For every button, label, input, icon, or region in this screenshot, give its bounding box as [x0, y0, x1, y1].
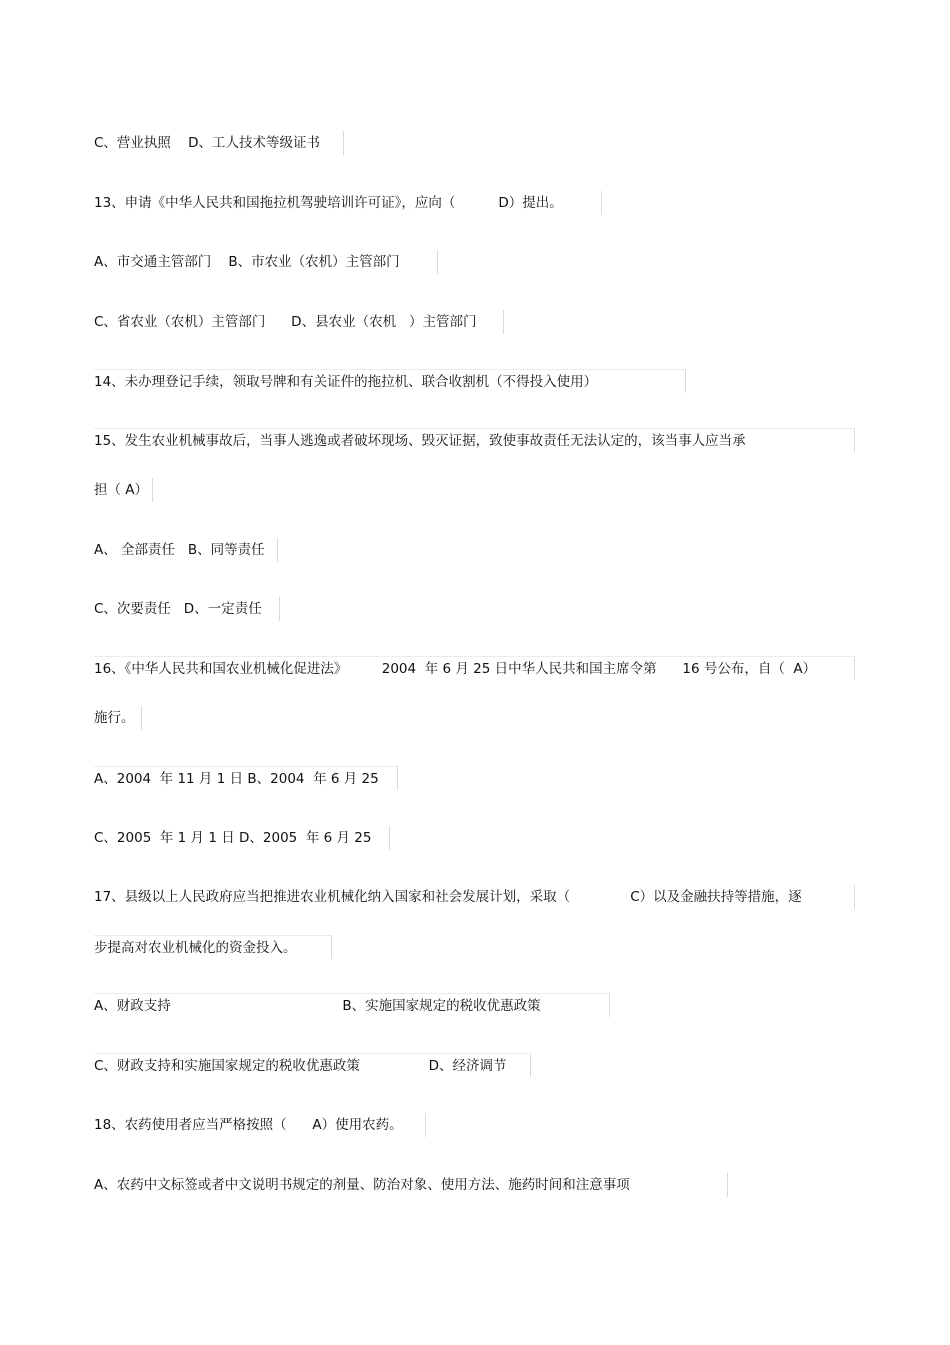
- question-14: 14、未办理登记手续，领取号牌和有关证件的拖拉机、联合收割机（不得投入使用）: [94, 369, 686, 393]
- question-17-line-1: 17、县级以上人民政府应当把推进农业机械化纳入国家和社会发展计划，采取（ C）以及金融扶持等措施，逐: [94, 885, 855, 909]
- question-18: 18、农药使用者应当严格按照（ A）使用农药。: [94, 1113, 426, 1137]
- option-line-a-b-q15: A、 全部责任 B、同等责任: [94, 538, 278, 562]
- question-15-line-2: 担（ A）: [94, 478, 153, 502]
- option-line-c-d-q16: C、2005 年 1 月 1 日 D、2005 年 6 月 25: [94, 826, 390, 850]
- option-line-c-d-q17: C、财政支持和实施国家规定的税收优惠政策 D、经济调节: [94, 1053, 531, 1077]
- option-line-a-b-q16: A、2004 年 11 月 1 日 B、2004 年 6 月 25: [94, 766, 398, 790]
- question-13: 13、申请《中华人民共和国拖拉机驾驶培训许可证》，应向（ D）提出。: [94, 191, 602, 215]
- option-line-a-q18: A、农药中文标签或者中文说明书规定的剂量、防治对象、使用方法、施药时间和注意事项: [94, 1173, 728, 1197]
- question-16-line-1: 16、《中华人民共和国农业机械化促进法》 2004 年 6 月 25 日中华人民共和国主席令第 16 号公布，自（ A）: [94, 656, 855, 680]
- question-16-line-2: 施行。: [94, 706, 142, 730]
- question-15-line-1: 15、发生农业机械事故后，当事人逃逸或者破坏现场、毁灭证据，致使事故责任无法认定的，该当事人应当承: [94, 428, 855, 452]
- question-17-line-2: 步提高对农业机械化的资金投入。: [94, 935, 332, 959]
- option-line-c-d-q12: C、营业执照 D、工人技术等级证书: [94, 131, 344, 155]
- option-line-a-b-q17: A、财政支持 B、实施国家规定的税收优惠政策: [94, 993, 610, 1017]
- option-line-c-d-q13: C、省农业（农机）主管部门 D、县农业（农机 ）主管部门: [94, 310, 504, 334]
- option-line-c-d-q15: C、次要责任 D、一定责任: [94, 597, 280, 621]
- option-line-a-b-q13: A、市交通主管部门 B、市农业（农机）主管部门: [94, 250, 438, 274]
